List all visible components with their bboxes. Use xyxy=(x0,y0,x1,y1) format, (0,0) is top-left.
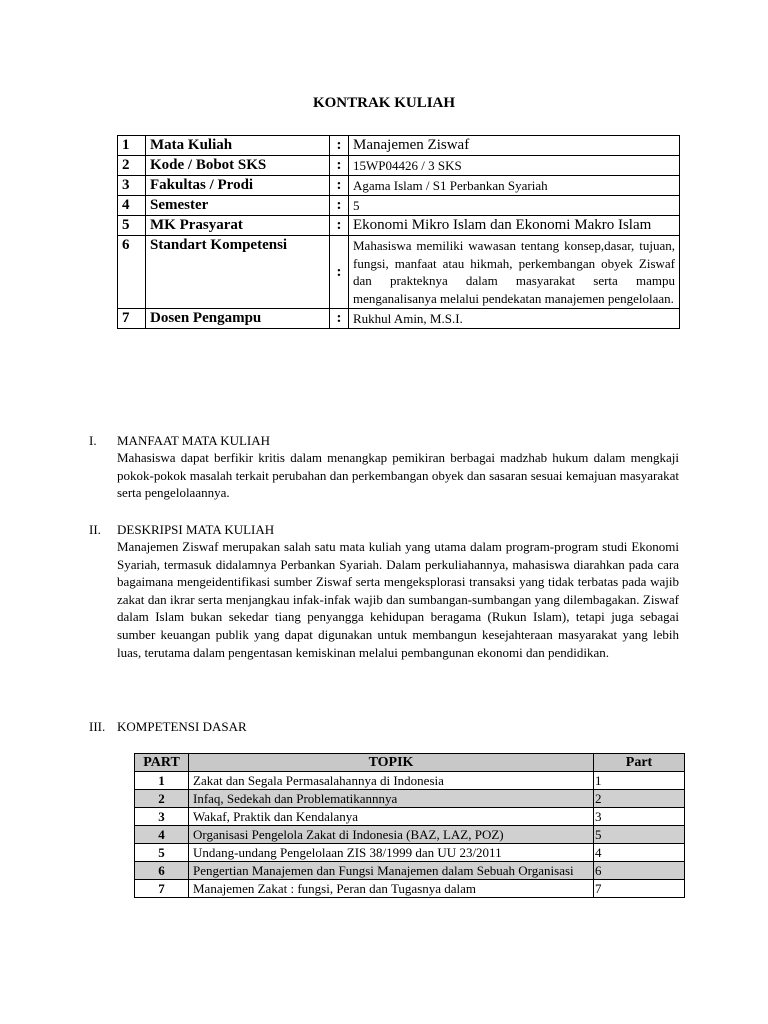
table-row xyxy=(135,808,685,826)
topik-cell: Infaq, Sedekah dan Problematikannnya xyxy=(189,790,594,808)
part-ref-cell: 3 xyxy=(594,808,685,826)
row-colon: : xyxy=(330,176,349,196)
row-colon: : xyxy=(330,136,349,156)
topik-cell: Organisasi Pengelola Zakat di Indonesia (BAZ, LAZ, POZ) xyxy=(189,826,594,844)
part-ref-cell: 4 xyxy=(594,844,685,862)
section-heading: MANFAAT MATA KULIAH xyxy=(117,433,271,448)
part-ref-cell: 6 xyxy=(594,862,685,880)
row-value: 15WP04426 / 3 SKS xyxy=(349,156,680,176)
part-cell: 6 xyxy=(135,862,189,880)
section-manfaat xyxy=(89,432,679,502)
table-row xyxy=(135,826,685,844)
row-value: Manajemen Ziswaf xyxy=(349,136,680,156)
section-body: Manajemen Ziswaf merupakan salah satu mata kuliah yang utama dalam program-program studi Ekonomi Syariah, termasuk didalamnya Perbankan Syariah. Dalam perkuliahannya, mahasiswa diarahkan pada cara bagaimana mengeidentifikasi sumber Ziswaf serta mengeksplorasi transaksi yang tidak terbatas pada wajib zakat dan ikrar serta menjangkau infak-infak wajib dan sumbangan-sumbangan yang dilembagakan. Ziswaf dalam Islam bukan sekedar tiang penyangga kehidupan beragama (Rukun Islam), tetapi juga sebagai sumber keuangan publik yang dapat digunakan untuk membangun kesejahteraan masyarakat yang lebih luas, terutama dalam pengentasan kemiskinan melalui pembangunan ekonomi dan pendidikan. xyxy=(117,539,679,660)
info-row xyxy=(118,196,680,216)
kompetensi-table xyxy=(134,753,685,898)
info-row xyxy=(118,156,680,176)
table-row xyxy=(135,880,685,898)
part-ref-cell: 7 xyxy=(594,880,685,898)
row-value: Ekonomi Mikro Islam dan Ekonomi Makro Islam xyxy=(349,216,680,236)
section-deskripsi xyxy=(89,521,679,661)
table-row xyxy=(135,772,685,790)
row-number: 5 xyxy=(118,216,146,236)
row-colon: : xyxy=(330,156,349,176)
course-info-table xyxy=(117,135,680,329)
part-ref-cell: 1 xyxy=(594,772,685,790)
table-row xyxy=(135,790,685,808)
row-value: 5 xyxy=(349,196,680,216)
row-value: Mahasiswa memiliki wawasan tentang konsep,dasar, tujuan, fungsi, manfaat atau hikmah, perkembangan obyek Ziswaf dan prakteknya dalam masyarakat serta mampu menganalisanya melalui pendekatan manajemen pengelolaan. xyxy=(349,236,680,309)
info-row xyxy=(118,176,680,196)
row-number: 7 xyxy=(118,309,146,329)
row-colon: : xyxy=(330,196,349,216)
table-row xyxy=(135,844,685,862)
section-heading: KOMPETENSI DASAR xyxy=(117,719,247,734)
info-row xyxy=(118,136,680,156)
row-label: MK Prasyarat xyxy=(146,216,330,236)
part-cell: 7 xyxy=(135,880,189,898)
part-cell: 1 xyxy=(135,772,189,790)
table-header-row xyxy=(135,754,685,772)
info-row xyxy=(118,236,680,309)
section-number: II. xyxy=(89,522,101,537)
column-header: TOPIK xyxy=(189,754,594,772)
section-heading: DESKRIPSI MATA KULIAH xyxy=(117,522,275,537)
part-cell: 5 xyxy=(135,844,189,862)
info-row xyxy=(118,309,680,329)
section-number: I. xyxy=(89,433,97,448)
part-ref-cell: 2 xyxy=(594,790,685,808)
row-label: Standart Kompetensi xyxy=(146,236,330,309)
row-number: 2 xyxy=(118,156,146,176)
row-label: Kode / Bobot SKS xyxy=(146,156,330,176)
part-cell: 4 xyxy=(135,826,189,844)
info-row xyxy=(118,216,680,236)
column-header: Part xyxy=(594,754,685,772)
topik-cell: Undang-undang Pengelolaan ZIS 38/1999 dan UU 23/2011 xyxy=(189,844,594,862)
row-number: 1 xyxy=(118,136,146,156)
part-ref-cell: 5 xyxy=(594,826,685,844)
row-value: Rukhul Amin, M.S.I. xyxy=(349,309,680,329)
column-header: PART xyxy=(135,754,189,772)
topik-cell: Manajemen Zakat : fungsi, Peran dan Tugasnya dalam xyxy=(189,880,594,898)
row-number: 4 xyxy=(118,196,146,216)
topik-cell: Wakaf, Praktik dan Kendalanya xyxy=(189,808,594,826)
part-cell: 3 xyxy=(135,808,189,826)
topik-cell: Zakat dan Segala Permasalahannya di Indonesia xyxy=(189,772,594,790)
section-body: Mahasiswa dapat berfikir kritis dalam menangkap pemikiran berbagai madzhab hukum dalam mengkaji pokok-pokok masalah terkait perubahan dan perkembangan obyek dan sasaran sesuai kemajuan masyarakat serta pengelolaannya. xyxy=(117,450,679,501)
row-label: Dosen Pengampu xyxy=(146,309,330,329)
row-label: Fakultas / Prodi xyxy=(146,176,330,196)
row-colon: : xyxy=(330,216,349,236)
section-kompetensi xyxy=(89,718,679,735)
row-colon: : xyxy=(330,309,349,329)
row-label: Mata Kuliah xyxy=(146,136,330,156)
table-row xyxy=(135,862,685,880)
section-number: III. xyxy=(89,719,106,734)
document-title: KONTRAK KULIAH xyxy=(312,95,456,111)
row-number: 3 xyxy=(118,176,146,196)
row-value: Agama Islam / S1 Perbankan Syariah xyxy=(349,176,680,196)
part-cell: 2 xyxy=(135,790,189,808)
row-colon: : xyxy=(330,236,349,309)
row-label: Semester xyxy=(146,196,330,216)
topik-cell: Pengertian Manajemen dan Fungsi Manajemen dalam Sebuah Organisasi xyxy=(189,862,594,880)
row-number: 6 xyxy=(118,236,146,309)
